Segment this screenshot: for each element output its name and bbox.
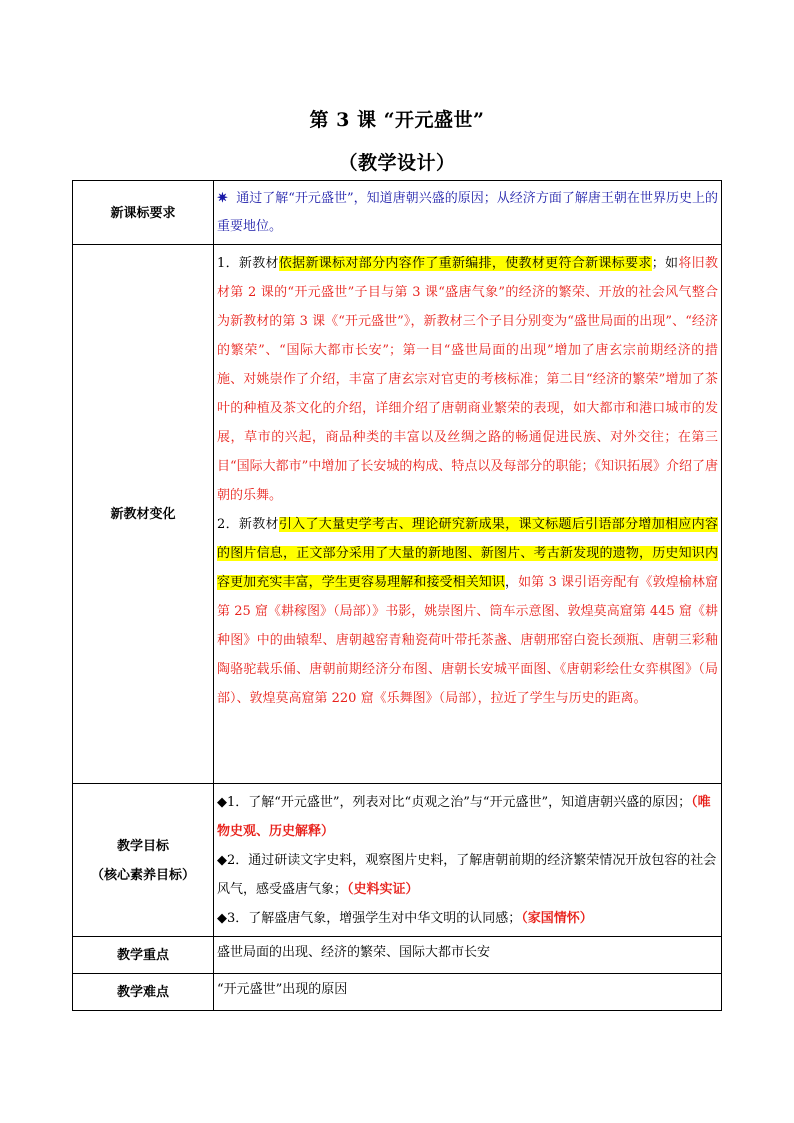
changes-paragraph-1: [217, 249, 718, 510]
table-row-standard: [73, 181, 722, 245]
key-points-text: 盛世局面的出现、经济的繁荣、国际大都市长安: [214, 937, 722, 974]
row-label-key-points: 教学重点: [73, 937, 214, 974]
row-content-standard: [214, 181, 722, 245]
goal-item-2: [217, 846, 718, 904]
row-label-changes: 新教材变化: [73, 245, 214, 784]
changes-p1-sep: ；如: [651, 256, 679, 271]
goal-1-tag: （唯物史观、历史解释）: [217, 795, 711, 839]
changes-p1-highlight: 依据新课标对部分内容作了重新编排，使教材更符合新课标要求: [278, 256, 652, 271]
difficult-points-text: “开元盛世”出现的原因: [214, 974, 722, 1011]
changes-p1-prefix: 1．新教材: [217, 256, 279, 271]
goal-3-text: ◆3．了解盛唐气象，增强学生对中华文明的认同感；: [217, 911, 522, 926]
goals-label-line2: （核心素养目标）: [90, 867, 195, 883]
goal-item-3: [217, 904, 718, 933]
standard-text: 通过了解“开元盛世”，知道唐朝兴盛的原因；从经济方面了解唐王朝在世界历史上的重要地位。: [217, 191, 718, 234]
changes-p2-prefix: 2．新教材: [217, 517, 279, 532]
changes-paragraph-2: [217, 510, 718, 713]
table-row-key-points: [73, 937, 722, 974]
lesson-plan-table: [72, 180, 722, 1011]
goal-2-text: ◆2．通过研读文字史料，观察图片史料，了解唐朝前期的经济繁荣情况开放包容的社会风气，感受盛唐气象；: [217, 853, 717, 897]
goal-item-1: [217, 788, 718, 846]
table-row-goals: [73, 784, 722, 937]
standard-text-block: [217, 185, 718, 241]
goal-2-tag: （史料实证）: [347, 882, 419, 897]
row-content-goals: [214, 784, 722, 937]
row-label-goals: [73, 784, 214, 937]
goal-1-text: ◆1．了解“开元盛世”，列表对比“贞观之治”与“开元盛世”，知道唐朝兴盛的原因；: [217, 795, 692, 810]
changes-p2-highlight: 引入了大量史学考古、理论研究新成果，课文标题后引语部分增加相应内容的图片信息，正文部分采用了大量的新地图、新图片、考古新发现的遗物，历史知识内容更加充实丰富，学生更容易理解和接受相关知识: [217, 517, 718, 590]
row-content-changes: [214, 245, 722, 784]
changes-p1-rest: 将旧教材第 2 课的“开元盛世”子目与第 3 课“盛唐气象”的经济的繁荣、开放的社会风气整合为新教材的第 3 课《“开元盛世”》，新教材三个子目分别变为“盛世局面的出现”、“经济的繁荣”、“国际大都市长安”；第一目“盛世局面的出现”增加了唐玄宗前期经济的措施、对姚崇作了介绍，丰富了唐玄宗对官吏的考核标准；第二目“经济的繁荣”增加了茶叶的种植及茶文化的介绍，详细介绍了唐朝商业繁荣的表现，如大都市和港口城市的发展，草市的兴起，商品种类的丰富以及丝绸之路的畅通促进民族、对外交往；在第三目“国际大都市”中增加了长安城的构成、特点以及每部分的职能；《知识拓展》介绍了唐朝的乐舞。: [217, 256, 718, 503]
row-label-difficult-points: 教学难点: [73, 974, 214, 1011]
page-subtitle: （教学设计）: [338, 152, 456, 174]
table-row-difficult-points: [73, 974, 722, 1011]
changes-p2-rest: 如第 3 课引语旁配有《敦煌榆林窟第 25 窟《耕稼图》（局部）》书影，姚崇图片、筒车示意图、敦煌莫高窟第 445 窟《耕种图》中的曲辕犁、唐朝越窑青釉瓷荷叶带托茶盏、唐朝邢窑白瓷长颈瓶、唐朝三彩釉陶骆驼载乐俑、唐朝前期经济分布图、唐朝长安城平面图、《唐朝彩绘仕女弈棋图》（局部）、敦煌莫高窟第 220 窟《乐舞图》（局部），拉近了学生与历史的距离。: [217, 575, 718, 706]
row-label-standard: 新课标要求: [73, 181, 214, 245]
star-icon: ✷: [217, 191, 228, 206]
changes-p2-sep: ，: [504, 575, 519, 590]
table-row-changes: [73, 245, 722, 784]
page-title: 第 3 课 “开元盛世”: [309, 109, 485, 131]
goal-3-tag: （家国情怀）: [521, 911, 593, 926]
goals-label-line1: 教学目标: [116, 838, 169, 854]
